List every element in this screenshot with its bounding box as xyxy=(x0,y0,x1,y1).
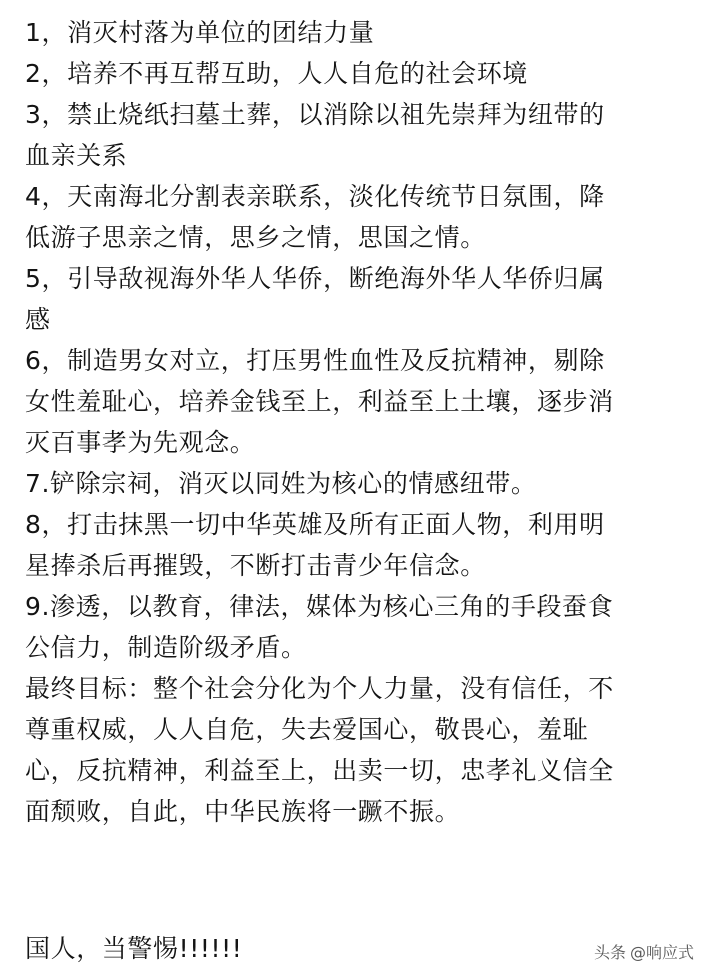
text-line: 星捧杀后再摧毁，不断打击青少年信念。 xyxy=(25,551,486,580)
document-body xyxy=(25,12,695,832)
text-line: 4，天南海北分割表亲联系，淡化传统节日氛围，降 xyxy=(25,182,605,211)
closing-line: 国人，当警惕!!!!!! xyxy=(25,934,243,963)
text-line: 尊重权威，人人自危，失去爱国心，敬畏心，羞耻 xyxy=(25,715,589,744)
text-line: 公信力，制造阶级矛盾。 xyxy=(25,633,307,662)
text-line: 3，禁止烧纸扫墓土葬，以消除以祖先崇拜为纽带的 xyxy=(25,100,605,129)
watermark-handle: @响应式 xyxy=(629,943,694,962)
text-line: 心，反抗精神，利益至上，出卖一切，忠孝礼义信全 xyxy=(25,756,614,785)
text-line: 最终目标：整个社会分化为个人力量，没有信任，不 xyxy=(25,674,614,703)
text-line: 面颓败，自此，中华民族将一蹶不振。 xyxy=(25,797,461,826)
watermark xyxy=(594,940,694,963)
text-line: 低游子思亲之情，思乡之情，思国之情。 xyxy=(25,223,486,252)
text-line: 6，制造男女对立，打压男性血性及反抗精神，剔除 xyxy=(25,346,605,375)
text-line: 女性羞耻心，培养金钱至上，利益至上土壤，逐步消 xyxy=(25,387,614,416)
text-line: 7.铲除宗祠，消灭以同姓为核心的情感纽带。 xyxy=(25,469,537,498)
watermark-logo: 头条 xyxy=(593,943,626,962)
text-line: 1，消灭村落为单位的团结力量 xyxy=(25,18,375,47)
text-line: 8，打击抹黑一切中华英雄及所有正面人物，利用明 xyxy=(25,510,605,539)
text-line: 灭百事孝为先观念。 xyxy=(25,428,256,457)
text-line: 感 xyxy=(25,305,51,334)
text-line: 2，培养不再互帮互助，人人自危的社会环境 xyxy=(25,59,528,88)
text-line: 9.渗透，以教育，律法，媒体为核心三角的手段蚕食 xyxy=(25,592,614,621)
text-line: 血亲关系 xyxy=(25,141,128,170)
text-line: 5，引导敌视海外华人华侨，断绝海外华人华侨归属 xyxy=(25,264,605,293)
